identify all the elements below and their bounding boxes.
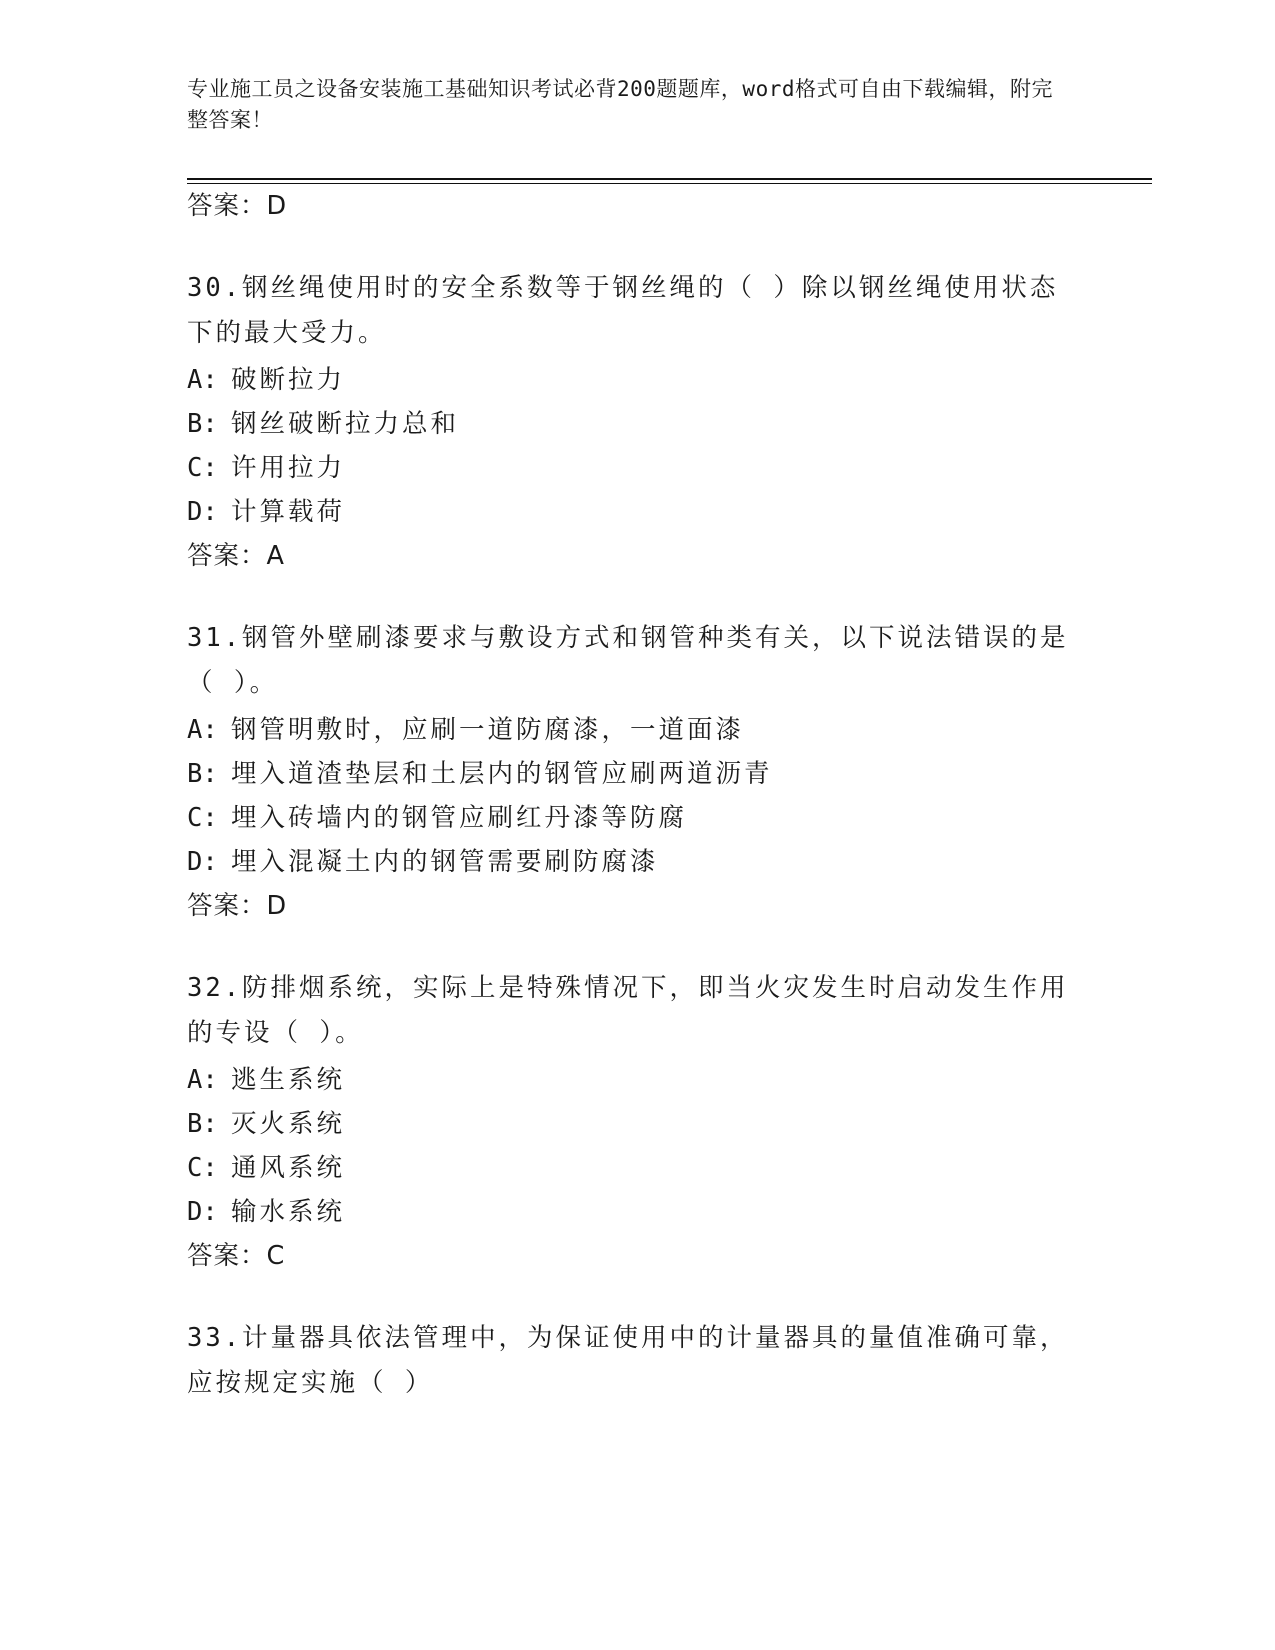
option-text: 许用拉力 bbox=[231, 453, 346, 483]
option-text: 计算载荷 bbox=[231, 497, 346, 527]
option-text: 灭火系统 bbox=[231, 1109, 346, 1139]
question-31-option-b bbox=[187, 754, 773, 790]
previous-answer: 答案：D bbox=[187, 191, 288, 221]
divider-line-thick bbox=[187, 178, 1152, 180]
question-33-stem: 33.计量器具依法管理中，为保证使用中的计量器具的量值准确可靠，应按规定实施（ ） bbox=[187, 1323, 1069, 1398]
question-30-stem: 30.钢丝绳使用时的安全系数等于钢丝绳的（ ）除以钢丝绳使用状态下的最大受力。 bbox=[187, 273, 1059, 348]
option-label: D: bbox=[187, 497, 218, 527]
question-32-option-b bbox=[187, 1104, 345, 1140]
option-label: A: bbox=[187, 365, 218, 395]
option-text: 输水系统 bbox=[231, 1197, 346, 1227]
option-label: D: bbox=[187, 1197, 218, 1227]
question-30-option-c bbox=[187, 448, 345, 484]
option-label: A: bbox=[187, 715, 218, 745]
option-text: 埋入砖墙内的钢管应刷红丹漆等防腐 bbox=[231, 803, 688, 833]
option-text: 逃生系统 bbox=[231, 1065, 346, 1095]
question-32-option-c bbox=[187, 1148, 345, 1184]
question-31-stem: 31.钢管外壁刷漆要求与敷设方式和钢管种类有关，以下说法错误的是（ ）。 bbox=[187, 623, 1069, 698]
option-text: 破断拉力 bbox=[231, 365, 346, 395]
option-label: B: bbox=[187, 1109, 218, 1139]
question-32-answer: 答案：C bbox=[187, 1241, 286, 1271]
option-text: 埋入混凝土内的钢管需要刷防腐漆 bbox=[231, 847, 659, 877]
question-32-stem: 32.防排烟系统，实际上是特殊情况下，即当火灾发生时启动发生作用的专设（ ）。 bbox=[187, 973, 1069, 1048]
option-text: 埋入道渣垫层和土层内的钢管应刷两道沥青 bbox=[231, 759, 773, 789]
question-31-option-a bbox=[187, 710, 744, 746]
divider-line-thin bbox=[187, 183, 1152, 184]
question-30-answer: 答案：A bbox=[187, 541, 285, 571]
option-label: A: bbox=[187, 1065, 218, 1095]
option-text: 钢管明敷时，应刷一道防腐漆，一道面漆 bbox=[231, 715, 745, 745]
question-31-option-d bbox=[187, 842, 659, 878]
document-header: 专业施工员之设备安装施工基础知识考试必背200题题库，word格式可自由下载编辑，附完整答案！ bbox=[187, 77, 1053, 132]
question-32-option-d bbox=[187, 1192, 345, 1228]
question-31-option-c bbox=[187, 798, 687, 834]
question-32-option-a bbox=[187, 1060, 345, 1096]
question-30-option-a bbox=[187, 360, 345, 396]
option-text: 通风系统 bbox=[231, 1153, 346, 1183]
option-label: D: bbox=[187, 847, 218, 877]
option-label: B: bbox=[187, 409, 218, 439]
header-divider bbox=[187, 178, 1152, 184]
question-30-option-b bbox=[187, 404, 459, 440]
option-text: 钢丝破断拉力总和 bbox=[231, 409, 460, 439]
option-label: C: bbox=[187, 1153, 218, 1183]
question-31-answer: 答案：D bbox=[187, 891, 288, 921]
option-label: C: bbox=[187, 453, 218, 483]
option-label: B: bbox=[187, 759, 218, 789]
question-30-option-d bbox=[187, 492, 345, 528]
option-label: C: bbox=[187, 803, 218, 833]
